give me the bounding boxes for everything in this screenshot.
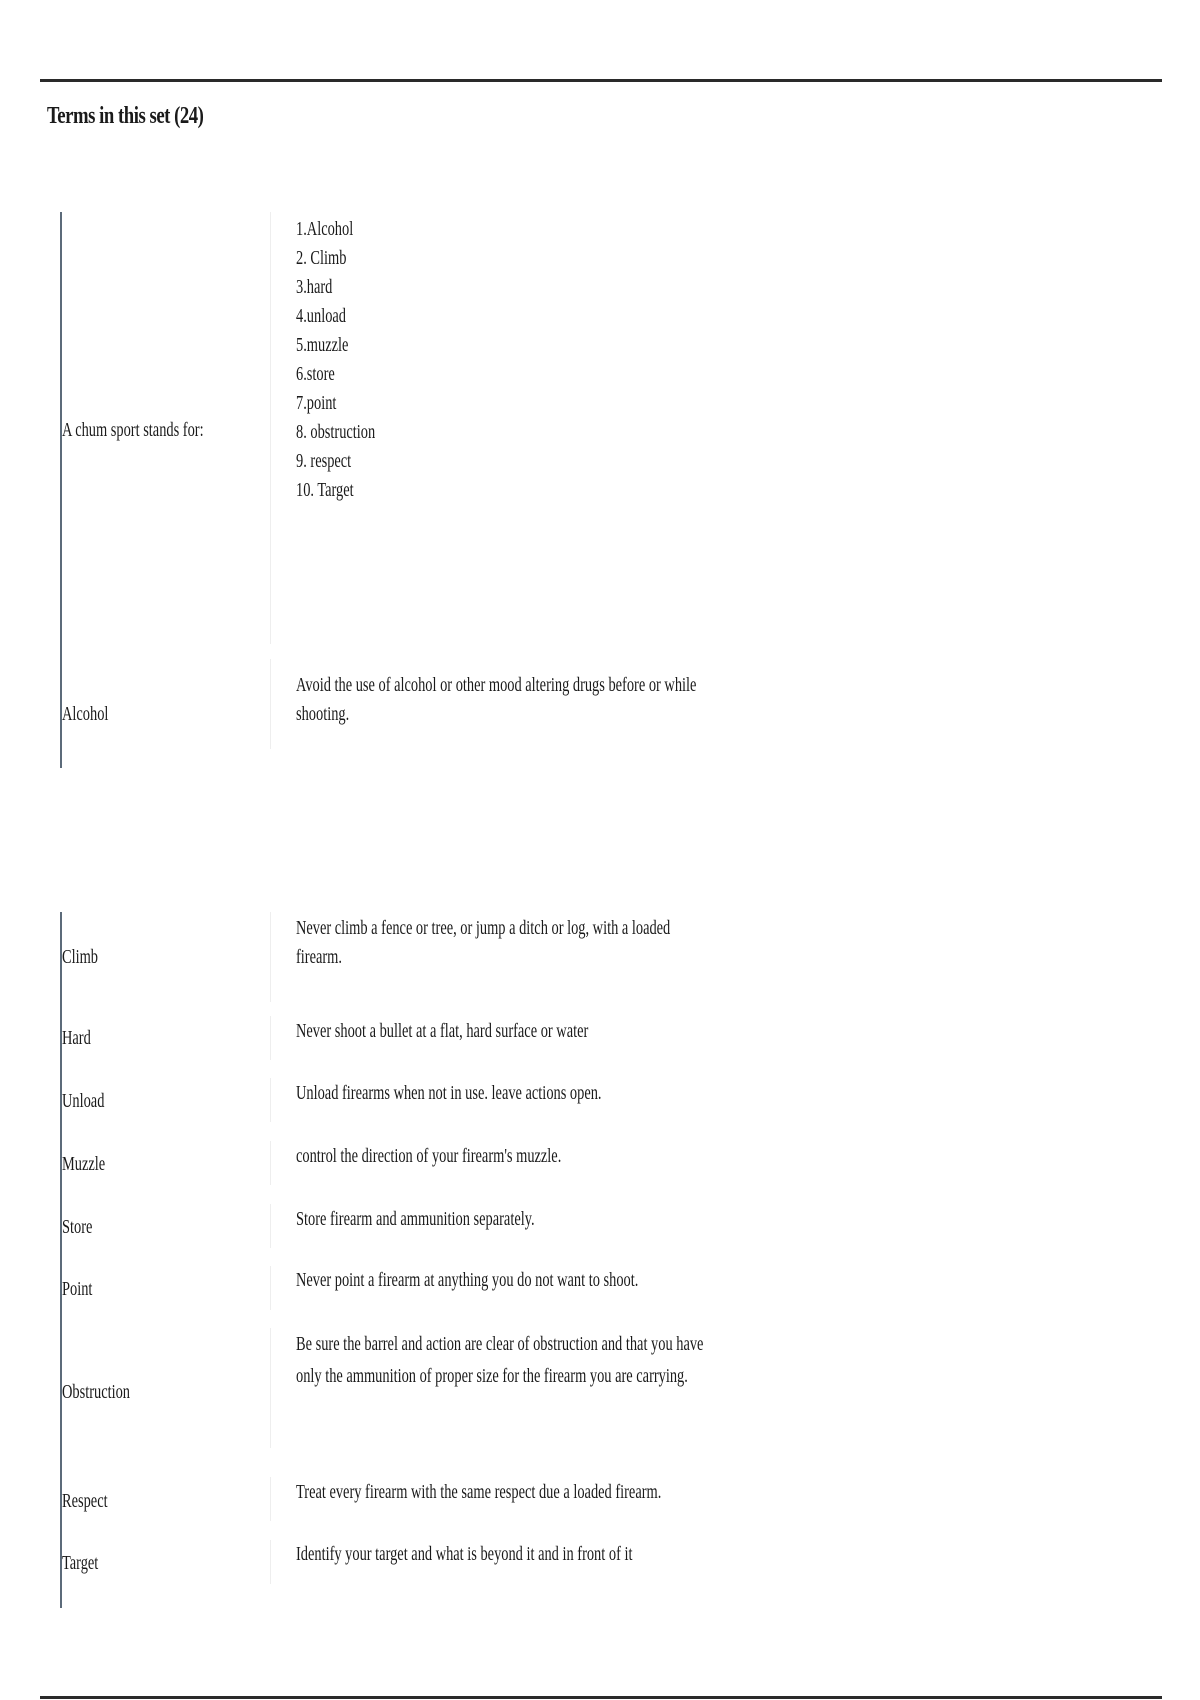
definition-line: Treat every firearm with the same respect due a loaded firearm. <box>296 1481 662 1503</box>
row-divider <box>270 1477 271 1521</box>
term-text: Respect <box>62 1490 108 1512</box>
term-text: Climb <box>62 946 99 968</box>
definition-line: Avoid the use of alcohol or other mood altering drugs before or while <box>296 674 697 696</box>
row-divider <box>270 912 271 1002</box>
row-divider <box>270 212 271 644</box>
term-row <box>60 1141 680 1185</box>
definition-list-item: 1.Alcohol <box>296 218 354 240</box>
definition-list-item: 8. obstruction <box>296 421 376 443</box>
definition-list-item: 5.muzzle <box>296 334 349 356</box>
definition-list-item: 9. respect <box>296 450 352 472</box>
definition-line: control the direction of your firearm's muzzle. <box>296 1145 562 1167</box>
definition-line: Unload firearms when not in use. leave actions open. <box>296 1082 602 1104</box>
term-row <box>60 659 697 749</box>
definition-line: Never climb a fence or tree, or jump a ditch or log, with a loaded <box>296 917 671 939</box>
term-text: Alcohol <box>62 703 109 725</box>
row-divider <box>270 1141 271 1185</box>
definition-line: shooting. <box>296 703 350 725</box>
term-text: Point <box>62 1278 93 1300</box>
top-rule <box>40 79 1162 82</box>
term-card <box>60 212 697 768</box>
row-divider <box>270 1078 271 1122</box>
bottom-rule <box>40 1696 1162 1699</box>
term-text: Unload <box>62 1090 105 1112</box>
term-text: Hard <box>62 1027 91 1049</box>
definition-line: Never point a firearm at anything you do not want to shoot. <box>296 1269 639 1291</box>
row-divider <box>270 1328 271 1448</box>
term-row <box>60 1540 680 1584</box>
term-row <box>60 212 680 644</box>
row-divider <box>270 1204 271 1248</box>
definition-list-item: 6.store <box>296 363 335 385</box>
row-divider <box>270 659 271 749</box>
term-text: Target <box>62 1552 99 1574</box>
set-heading: Terms in this set (24) <box>47 103 204 129</box>
term-row <box>60 1016 680 1060</box>
term-row <box>60 1078 680 1122</box>
term-card <box>60 912 704 1608</box>
definition-line: Store firearm and ammunition separately. <box>296 1208 535 1230</box>
row-divider <box>270 1540 271 1584</box>
term-row <box>60 1328 704 1448</box>
term-text: Muzzle <box>62 1153 106 1175</box>
definition-list-item: 3.hard <box>296 276 333 298</box>
definition-line: Be sure the barrel and action are clear of obstruction and that you have <box>296 1333 704 1355</box>
definition-line: only the ammunition of proper size for the firearm you are carrying. <box>296 1365 688 1387</box>
term-text: Obstruction <box>62 1381 130 1403</box>
row-divider <box>270 1016 271 1060</box>
definition-list <box>296 215 375 505</box>
definition-line: Never shoot a bullet at a flat, hard surface or water <box>296 1020 589 1042</box>
definition-line: Identify your target and what is beyond it and in front of it <box>296 1543 633 1565</box>
definition-list-item: 4.unload <box>296 305 346 327</box>
term-row <box>60 1477 680 1521</box>
term-row <box>60 1266 680 1310</box>
term-text: Store <box>62 1216 93 1238</box>
definition-list-item: 7.point <box>296 392 337 414</box>
definition-list-item: 10. Target <box>296 479 354 501</box>
definition-line: firearm. <box>296 946 342 968</box>
term-text: A chum sport stands for: <box>62 419 204 441</box>
row-divider <box>270 1266 271 1310</box>
term-row <box>60 912 680 1002</box>
term-row <box>60 1204 680 1248</box>
definition-list-item: 2. Climb <box>296 247 347 269</box>
